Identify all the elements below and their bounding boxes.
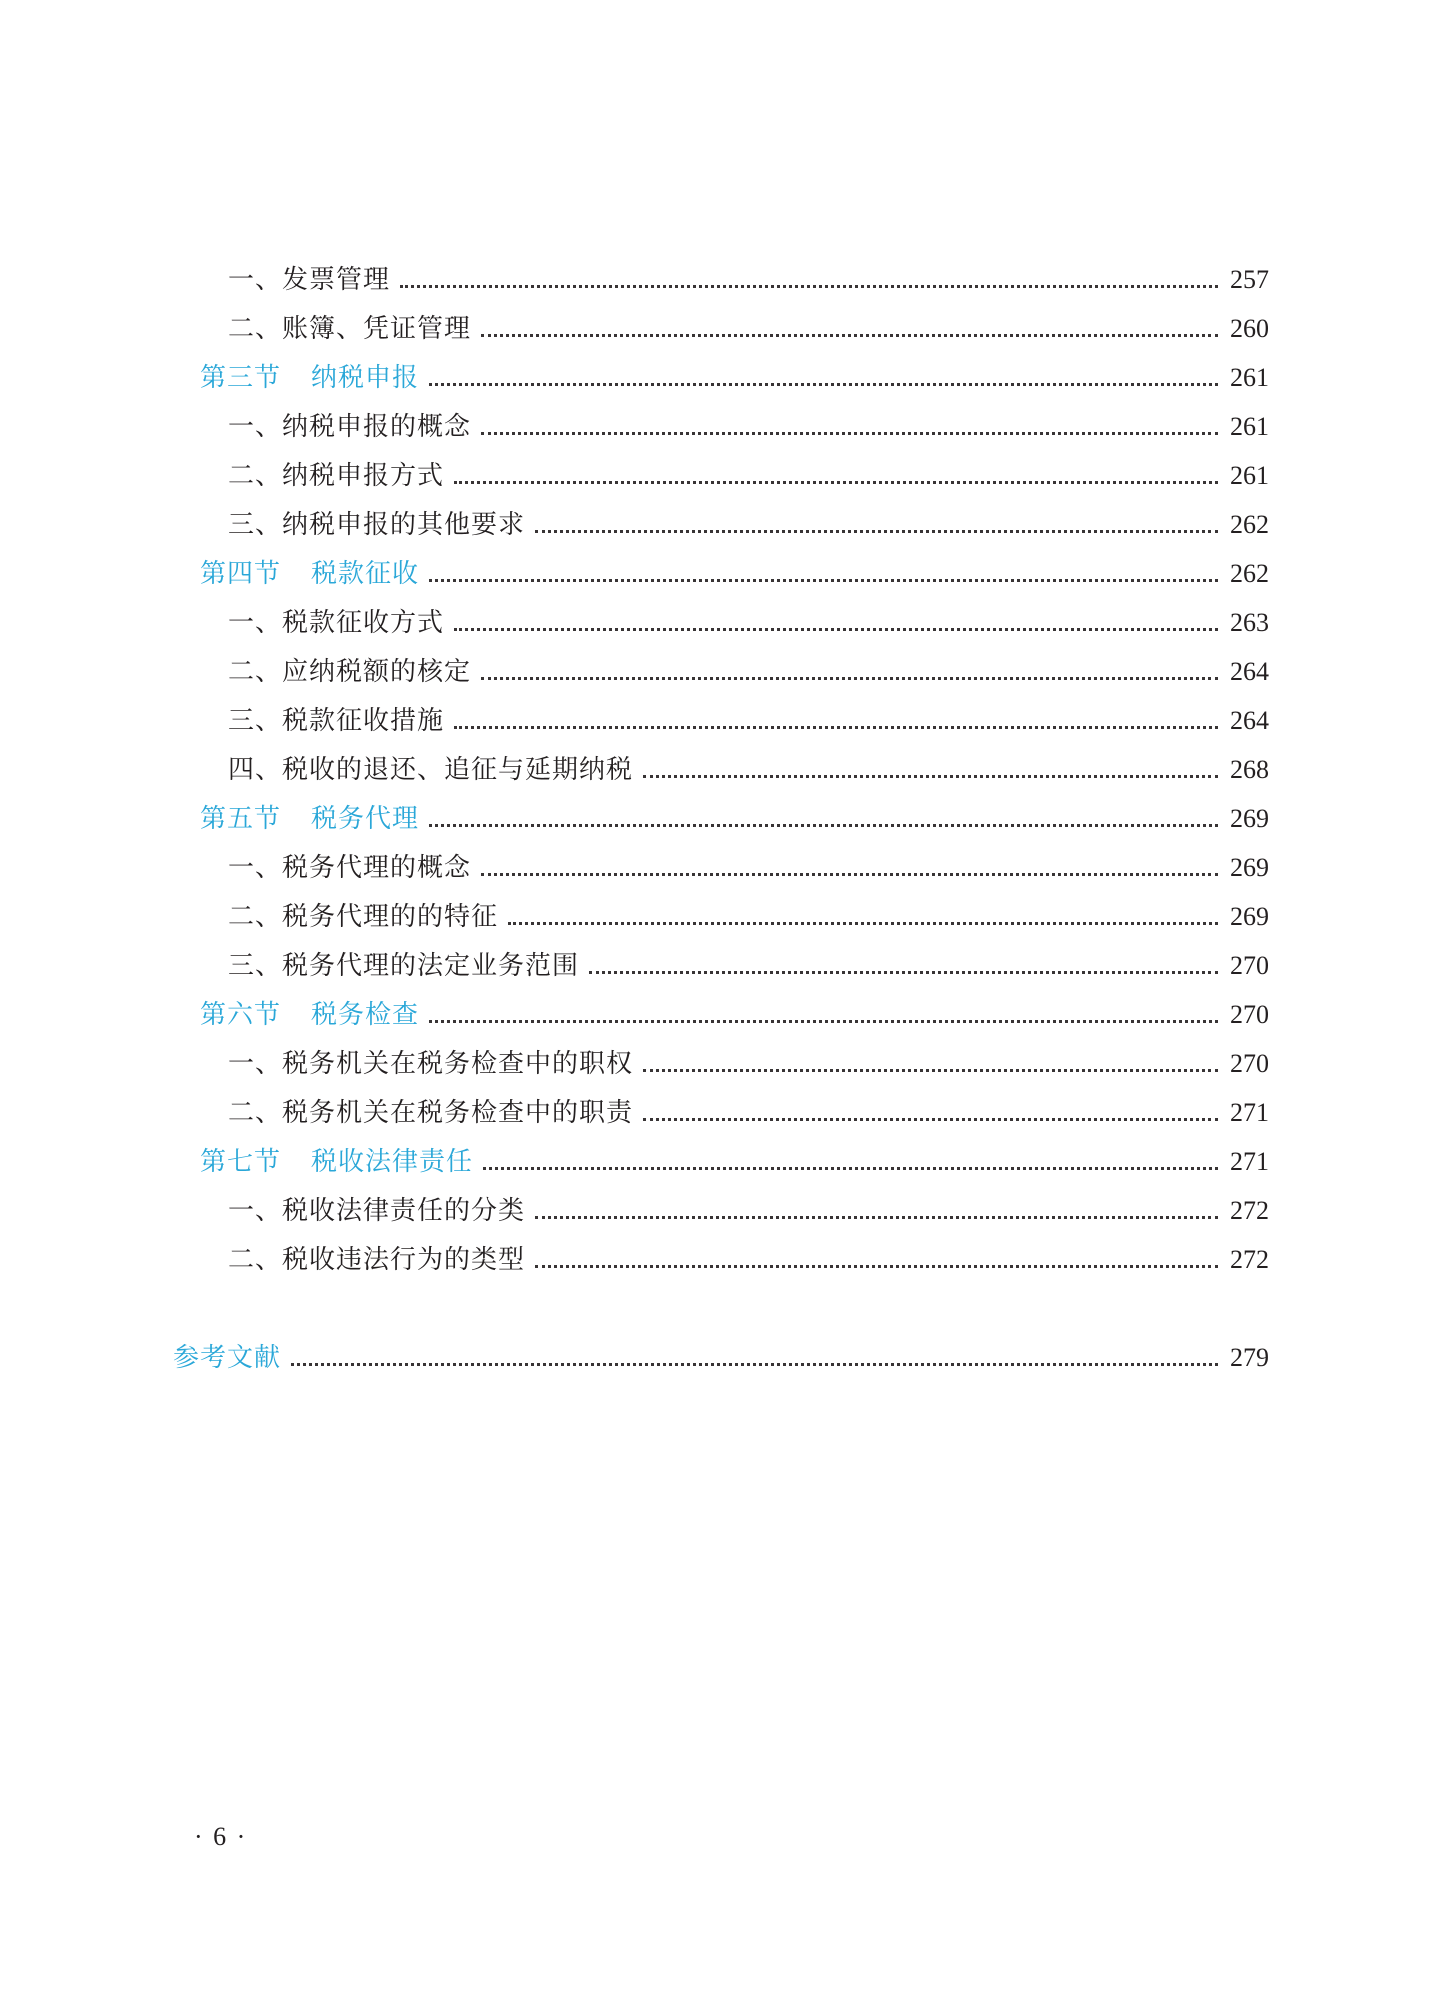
toc-page-number: 261	[1230, 363, 1269, 392]
dot-leader	[643, 775, 1218, 778]
toc-entry-title: 一、税务机关在税务检查中的职权	[228, 1049, 634, 1079]
toc-entry-title: 一、税务代理的概念	[228, 853, 472, 883]
toc-entry-title: 纳税申报	[311, 363, 420, 393]
toc-entry-title: 税款征收	[311, 559, 420, 589]
toc-subsection-entry[interactable]	[0, 500, 1441, 549]
toc-entry-label	[200, 991, 429, 1040]
toc-page-number: 272	[1230, 1245, 1269, 1274]
dot-leader	[400, 285, 1218, 288]
toc-subsection-entry[interactable]	[0, 598, 1441, 647]
dot-leader	[454, 481, 1218, 484]
toc-entry-title: 二、应纳税额的核定	[228, 657, 472, 687]
table-of-contents	[0, 255, 1441, 1382]
toc-page-number: 269	[1230, 853, 1269, 882]
toc-entry-label	[200, 1138, 483, 1187]
dot-leader	[429, 824, 1218, 827]
toc-subsection-entry[interactable]	[0, 647, 1441, 696]
toc-subsection-entry[interactable]	[0, 941, 1441, 990]
toc-entry-label	[228, 648, 481, 697]
dot-leader	[535, 1216, 1218, 1219]
toc-entry-title: 二、账簿、凭证管理	[228, 314, 472, 344]
toc-entry-title: 一、纳税申报的概念	[228, 412, 472, 442]
toc-page-number: 260	[1230, 314, 1269, 343]
toc-subsection-entry[interactable]	[0, 696, 1441, 745]
toc-entry-title: 二、税务代理的的特征	[228, 902, 499, 932]
page-number: · 6 ·	[194, 1822, 248, 1851]
toc-section-entry[interactable]	[0, 353, 1441, 402]
toc-page-number: 272	[1230, 1196, 1269, 1225]
toc-page-number: 271	[1230, 1147, 1269, 1176]
toc-entry-title: 三、纳税申报的其他要求	[228, 510, 526, 540]
dot-leader	[481, 432, 1218, 435]
toc-entry-title: 税务代理	[311, 804, 420, 834]
toc-entry-label	[228, 844, 481, 893]
toc-subsection-entry[interactable]	[0, 1039, 1441, 1088]
toc-page-number: 257	[1230, 265, 1269, 294]
toc-page-number: 279	[1230, 1343, 1269, 1372]
toc-entry-label	[228, 1187, 535, 1236]
toc-entry-label	[228, 1040, 643, 1089]
dot-leader	[481, 677, 1218, 680]
toc-page-number: 270	[1230, 1000, 1269, 1029]
dot-leader	[535, 1265, 1218, 1268]
dot-leader	[429, 383, 1218, 386]
toc-entry-label	[228, 256, 400, 305]
toc-subsection-entry[interactable]	[0, 843, 1441, 892]
toc-entry-label	[228, 305, 481, 354]
toc-entry-title: 一、发票管理	[228, 265, 391, 295]
dot-leader	[429, 579, 1218, 582]
toc-entry-label	[200, 795, 429, 844]
toc-page-number: 270	[1230, 1049, 1269, 1078]
toc-page-number: 271	[1230, 1098, 1269, 1127]
dot-leader	[643, 1118, 1218, 1121]
toc-entry-label	[228, 599, 454, 648]
toc-entry-title: 四、税收的退还、追征与延期纳税	[228, 755, 634, 785]
toc-subsection-entry[interactable]	[0, 402, 1441, 451]
toc-entry-title: 一、税款征收方式	[228, 608, 445, 638]
toc-section-entry[interactable]	[0, 549, 1441, 598]
toc-entry-title: 二、税收违法行为的类型	[228, 1245, 526, 1275]
dot-leader	[535, 530, 1218, 533]
toc-entry-label	[228, 403, 481, 452]
toc-page-number: 268	[1230, 755, 1269, 784]
toc-page-number: 261	[1230, 461, 1269, 490]
toc-entry-label	[200, 550, 429, 599]
toc-entry-title: 三、税务代理的法定业务范围	[228, 951, 580, 981]
dot-leader	[429, 1020, 1218, 1023]
toc-subsection-entry[interactable]	[0, 1235, 1441, 1284]
toc-entry-title: 二、纳税申报方式	[228, 461, 445, 491]
toc-subsection-entry[interactable]	[0, 1186, 1441, 1235]
toc-entry-title: 一、税收法律责任的分类	[228, 1196, 526, 1226]
toc-section-entry[interactable]	[0, 1137, 1441, 1186]
toc-section-number: 第四节	[200, 559, 282, 589]
toc-page-number: 264	[1230, 657, 1269, 686]
toc-section-entry[interactable]	[0, 794, 1441, 843]
dot-leader	[481, 873, 1218, 876]
toc-entry-title: 二、税务机关在税务检查中的职责	[228, 1098, 634, 1128]
toc-entry-label	[228, 746, 643, 795]
dot-leader	[481, 334, 1218, 337]
toc-page-number: 262	[1230, 510, 1269, 539]
dot-leader	[589, 971, 1218, 974]
toc-section-number: 第七节	[200, 1147, 282, 1177]
toc-section-number: 第五节	[200, 804, 282, 834]
toc-page-number: 269	[1230, 804, 1269, 833]
dot-leader	[454, 726, 1218, 729]
toc-page-number: 262	[1230, 559, 1269, 588]
toc-entry-label	[228, 452, 454, 501]
dot-leader	[454, 628, 1218, 631]
toc-entry-label	[228, 501, 535, 550]
toc-entry-title: 参考文献	[173, 1343, 282, 1373]
dot-leader	[291, 1363, 1218, 1366]
toc-entry-title: 三、税款征收措施	[228, 706, 445, 736]
toc-subsection-entry[interactable]	[0, 451, 1441, 500]
toc-subsection-entry[interactable]	[0, 892, 1441, 941]
toc-entry-label	[228, 1236, 535, 1285]
toc-page-number: 264	[1230, 706, 1269, 735]
toc-section-number: 第三节	[200, 363, 282, 393]
toc-subsection-entry[interactable]	[0, 304, 1441, 353]
toc-subsection-entry[interactable]	[0, 255, 1441, 304]
dot-leader	[483, 1167, 1218, 1170]
toc-entry-title: 税收法律责任	[311, 1147, 474, 1177]
toc-entry-label	[173, 1334, 291, 1383]
toc-page-number: 261	[1230, 412, 1269, 441]
toc-entry-label	[200, 354, 429, 403]
toc-entry-label	[228, 1089, 643, 1138]
toc-subsection-entry[interactable]	[0, 745, 1441, 794]
toc-section-entry[interactable]	[0, 990, 1441, 1039]
toc-references-entry[interactable]	[0, 1333, 1441, 1382]
toc-entry-label	[228, 697, 454, 746]
toc-page-number: 269	[1230, 902, 1269, 931]
toc-entry-label	[228, 893, 508, 942]
dot-leader	[643, 1069, 1218, 1072]
toc-entry-title: 税务检查	[311, 1000, 420, 1030]
toc-page-number: 270	[1230, 951, 1269, 980]
dot-leader	[508, 922, 1218, 925]
toc-entry-label	[228, 942, 589, 991]
toc-section-number: 第六节	[200, 1000, 282, 1030]
toc-page-number: 263	[1230, 608, 1269, 637]
toc-subsection-entry[interactable]	[0, 1088, 1441, 1137]
